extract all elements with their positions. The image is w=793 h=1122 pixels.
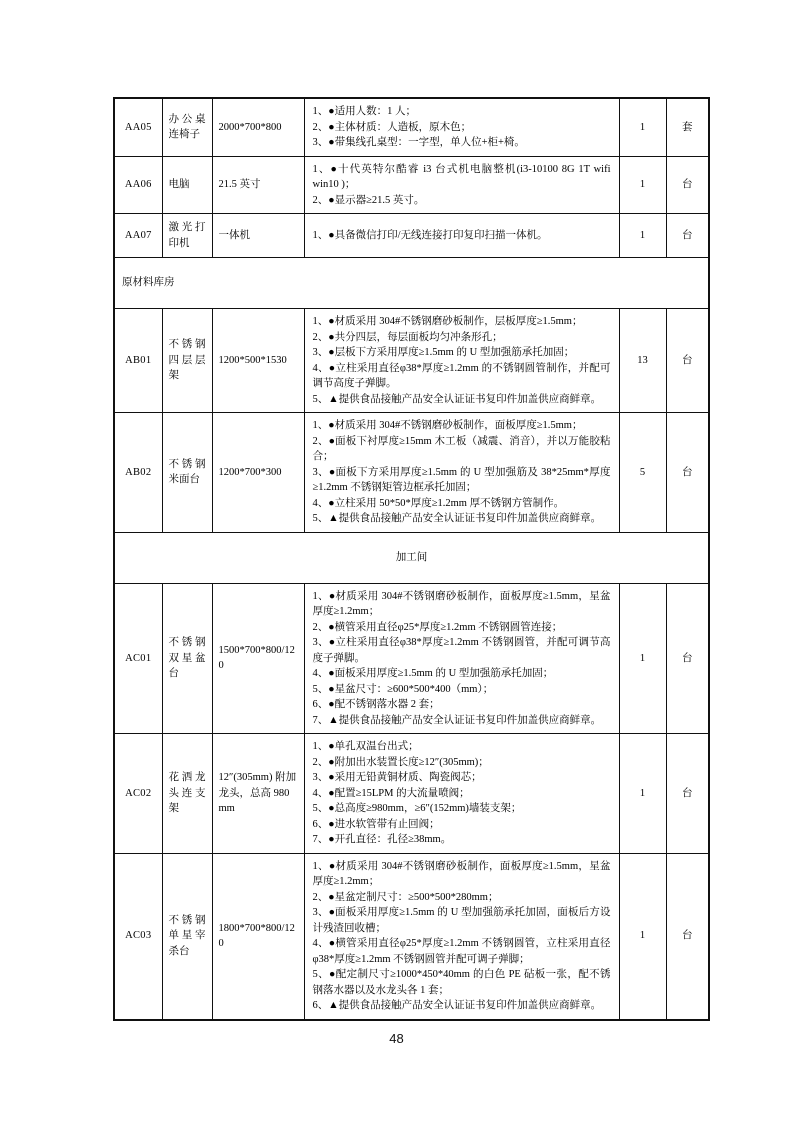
table-row	[114, 734, 709, 854]
cell-item-name: 不锈钢四层层架	[162, 309, 212, 413]
cell-item-name: 激光打印机	[162, 214, 212, 258]
description-line: 5、▲提供食品接触产品安全认证证书复印件加盖供应商鲜章。	[312, 513, 602, 524]
description-line: 4、●配置≥15LPM 的大流量喷阀；	[312, 787, 470, 799]
description-line: 1、●具备微信打印/无线连接打印复印扫描一体机。	[312, 229, 548, 241]
cell-item-name: 不锈钢米面台	[162, 413, 212, 533]
description-line: 3、●面板采用厚度≥1.5mm 的 U 型加强筋承托加固，面板后方设计残渣回收槽；	[312, 907, 611, 934]
cell-item-unit: 套	[666, 98, 709, 156]
page-number: 48	[389, 1031, 404, 1046]
section-label: 加工间	[114, 532, 709, 583]
description-line: 4、●横管采用直径φ25*厚度≥1.2mm 不锈钢圆管，立柱采用直径φ38*厚度≥1.2mm 不锈钢圆管并配可调子弹脚；	[312, 938, 611, 965]
description-line: 1、●单孔双温台出式；	[312, 741, 419, 752]
cell-item-spec: 1200*500*1530	[212, 309, 304, 413]
cell-item-unit: 台	[666, 214, 709, 258]
description-line: 6、▲提供食品接触产品安全认证证书复印件加盖供应商鲜章。	[312, 1000, 602, 1011]
cell-item-code: AC01	[114, 583, 162, 734]
cell-item-unit: 台	[666, 734, 709, 854]
cell-item-spec: 1500*700*800/120	[212, 583, 304, 734]
cell-item-code: AA07	[114, 214, 162, 258]
description-line: 5、●总高度≥980mm，≥6″(152mm)墙装支架；	[312, 803, 522, 814]
cell-item-unit: 台	[666, 413, 709, 533]
cell-item-spec: 1800*700*800/120	[212, 853, 304, 1020]
cell-item-spec: 一体机	[212, 214, 304, 258]
cell-item-code: AB02	[114, 413, 162, 533]
cell-item-name: 办公桌连椅子	[162, 98, 212, 156]
cell-item-quantity: 1	[619, 853, 666, 1020]
cell-item-description	[304, 583, 619, 734]
cell-item-description	[304, 156, 619, 214]
cell-item-spec: 2000*700*800	[212, 98, 304, 156]
cell-item-description	[304, 214, 619, 258]
cell-item-code: AA06	[114, 156, 162, 214]
description-line: 5、▲提供食品接触产品安全认证证书复印件加盖供应商鲜章。	[312, 393, 602, 405]
cell-item-code: AC02	[114, 734, 162, 854]
cell-item-quantity: 5	[619, 413, 666, 533]
cell-item-quantity: 1	[619, 214, 666, 258]
description-line: 2、●附加出水装置长度≥12″(305mm)；	[312, 756, 489, 768]
cell-item-description	[304, 853, 619, 1020]
description-line: 7、▲提供食品接触产品安全认证证书复印件加盖供应商鲜章。	[312, 714, 602, 726]
description-line: 1、●十代英特尔酷睿 i3 台式机电脑整机(i3-10100 8G 1T wifi win10 )；	[312, 163, 611, 190]
cell-item-quantity: 1	[619, 156, 666, 214]
description-line: 1、●材质采用 304#不锈钢磨砂板制作，面板厚度≥1.5mm，星盆厚度≥1.2mm；	[312, 590, 611, 617]
description-line: 6、●配不锈钢落水器 2 套；	[312, 699, 440, 710]
cell-item-quantity: 1	[619, 734, 666, 854]
cell-item-spec: 1200*700*300	[212, 413, 304, 533]
cell-item-unit: 台	[666, 309, 709, 413]
table-row	[114, 583, 709, 734]
cell-item-spec: 12″(305mm) 附加龙头，总高 980mm	[212, 734, 304, 854]
cell-item-description	[304, 309, 619, 413]
cell-item-name: 不锈钢单星宰杀台	[162, 853, 212, 1020]
cell-item-name: 不锈钢双星盆台	[162, 583, 212, 734]
cell-item-quantity: 1	[619, 583, 666, 734]
section-label: 原材料库房	[114, 258, 709, 309]
description-line: 2、●面板下衬厚度≥15mm 木工板（减震、消音），并以万能胶粘合；	[312, 435, 611, 462]
description-line: 5、●星盆尺寸：≥600*500*400（mm）；	[312, 683, 494, 695]
table-row	[114, 309, 709, 413]
cell-item-unit: 台	[666, 156, 709, 214]
description-line: 6、●进水软管带有止回阀；	[312, 818, 440, 830]
cell-item-quantity: 1	[619, 98, 666, 156]
cell-item-unit: 台	[666, 583, 709, 734]
description-line: 3、●带集线孔桌型：一字型，单人位+柜+椅。	[312, 137, 525, 148]
description-line: 2、●共分四层，每层面板均匀冲条形孔；	[312, 331, 503, 343]
description-line: 3、●层板下方采用厚度≥1.5mm 的 U 型加强筋承托加固；	[312, 347, 575, 358]
description-line: 1、●适用人数：1 人；	[312, 106, 416, 117]
table-row	[114, 214, 709, 258]
cell-item-description	[304, 98, 619, 156]
cell-item-unit: 台	[666, 853, 709, 1020]
description-line: 2、●横管采用直径φ25*厚度≥1.2mm 不锈钢圆管连接；	[312, 621, 563, 633]
description-line: 5、●配定制尺寸≥1000*450*40mm 的白色 PE 砧板一张，配不锈钢落水器以及水龙头各 1 套；	[312, 969, 611, 996]
description-line: 3、●面板下方采用厚度≥1.5mm 的 U 型加强筋及 38*25mm*厚度≥1.2mm 不锈钢矩管边框承托加固；	[312, 466, 611, 493]
cell-item-spec: 21.5 英寸	[212, 156, 304, 214]
description-line: 4、●立柱采用 50*50*厚度≥1.2mm 厚不锈钢方管制作。	[312, 497, 565, 509]
description-line: 1、●材质采用 304#不锈钢磨砂板制作，面板厚度≥1.5mm；	[312, 420, 583, 431]
description-line: 1、●材质采用 304#不锈钢磨砂板制作，层板厚度≥1.5mm；	[312, 316, 583, 327]
table-row	[114, 853, 709, 1020]
cell-item-quantity: 13	[619, 309, 666, 413]
description-line: 2、●星盆定制尺寸：≥500*500*280mm；	[312, 891, 499, 903]
table-row	[114, 413, 709, 533]
cell-item-name: 花洒龙头连支架	[162, 734, 212, 854]
table-row	[114, 156, 709, 214]
description-line: 3、●立柱采用直径φ38*厚度≥1.2mm 不锈钢圆管，并配可调节高度子弹脚。	[312, 637, 611, 664]
cell-item-name: 电脑	[162, 156, 212, 214]
description-line: 7、●开孔直径：孔径≥38mm。	[312, 834, 452, 845]
section-header-row	[114, 532, 709, 583]
description-line: 2、●显示器≥21.5 英寸。	[312, 194, 425, 206]
cell-item-description	[304, 734, 619, 854]
equipment-spec-table	[113, 97, 710, 1021]
table-row	[114, 98, 709, 156]
description-line: 1、●材质采用 304#不锈钢磨砂板制作，面板厚度≥1.5mm，星盆厚度≥1.2mm；	[312, 860, 611, 887]
description-line: 4、●面板采用厚度≥1.5mm 的 U 型加强筋承托加固；	[312, 668, 554, 679]
cell-item-code: AA05	[114, 98, 162, 156]
section-header-row	[114, 258, 709, 309]
description-line: 3、●采用无铅黄铜材质、陶瓷阀芯；	[312, 772, 482, 783]
cell-item-description	[304, 413, 619, 533]
cell-item-code: AB01	[114, 309, 162, 413]
description-line: 2、●主体材质：人造板，原木色；	[312, 121, 472, 133]
cell-item-code: AC03	[114, 853, 162, 1020]
description-line: 4、●立柱采用直径φ38*厚度≥1.2mm 的不锈钢圆管制作，并配可调节高度子弹脚。	[312, 362, 611, 389]
